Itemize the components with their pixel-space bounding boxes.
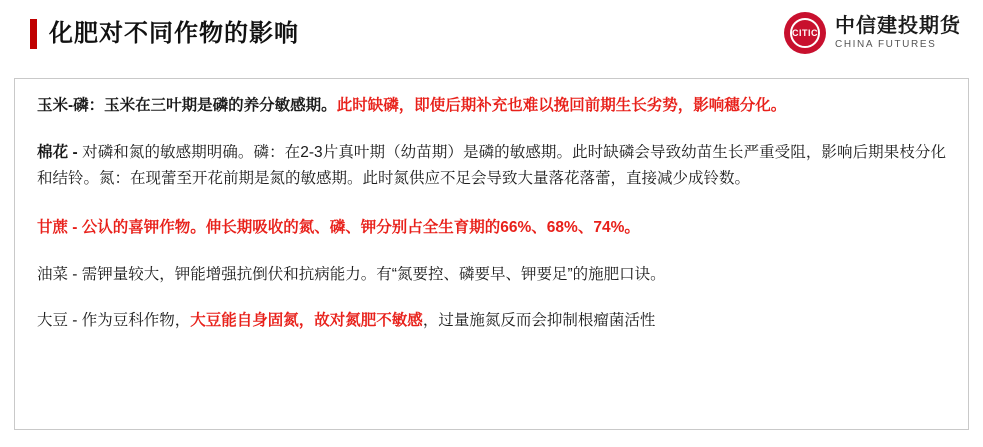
- page-title: 化肥对不同作物的影响: [49, 20, 299, 47]
- corn-lead: 玉米-磷：: [37, 97, 105, 114]
- soybean-black-text-2: ，过量施氮反而会抑制根瘤菌活性: [422, 312, 656, 330]
- rapeseed-lead: 油菜 -: [37, 265, 82, 283]
- paragraph-sugarcane: [37, 215, 946, 242]
- sugarcane-red-text: 公认的喜钾作物。伸长期吸收的氮、磷、钾分别占全生育期的66%、68%、74%。: [81, 218, 640, 236]
- rapeseed-black-text: 需钾量较大，钾能增强抗倒伏和抗病能力。有“氮要控、磷要早、钾要足”的施肥口诀。: [81, 265, 666, 283]
- content-box: [14, 78, 969, 430]
- paragraph-soybean: [37, 308, 946, 335]
- title-accent-bar: [30, 19, 37, 49]
- logo-name-en: CHINA FUTURES: [835, 39, 937, 50]
- corn-black-text: 玉米在三叶期是磷的养分敏感期。: [104, 97, 337, 114]
- citic-logo-icon: [784, 12, 826, 54]
- company-logo: [784, 12, 961, 54]
- soybean-red-text: 大豆能自身固氮，故对氮肥不敏感: [190, 312, 423, 330]
- paragraph-rapeseed: [37, 262, 946, 289]
- logo-text-group: [835, 15, 961, 51]
- cotton-lead: 棉花 -: [37, 143, 83, 161]
- soybean-black-text-1: 作为豆科作物，: [81, 312, 191, 330]
- logo-name-cn: 中信建投期货: [835, 15, 961, 37]
- cotton-black-text: 对磷和氮的敏感期明确。磷：在2-3片真叶期（幼苗期）是磷的敏感期。此时缺磷会导致幼苗生长严重受阻，影响后期果枝分化和结铃。氮：在现蕾至开花前期是氮的敏感期。此时氮供应不足会导致大量落花落蕾，直接减少成铃数。: [37, 143, 946, 188]
- paragraph-cotton: [37, 140, 946, 193]
- logo-mark-label: CITIC: [792, 28, 818, 38]
- corn-red-text: 此时缺磷，即使后期补充也难以挽回前期生长劣势，影响穗分化。: [336, 97, 787, 114]
- sugarcane-lead: 甘蔗 -: [37, 218, 82, 236]
- soybean-lead: 大豆 -: [37, 312, 82, 330]
- title-group: [30, 19, 299, 49]
- paragraph-corn: [37, 93, 946, 120]
